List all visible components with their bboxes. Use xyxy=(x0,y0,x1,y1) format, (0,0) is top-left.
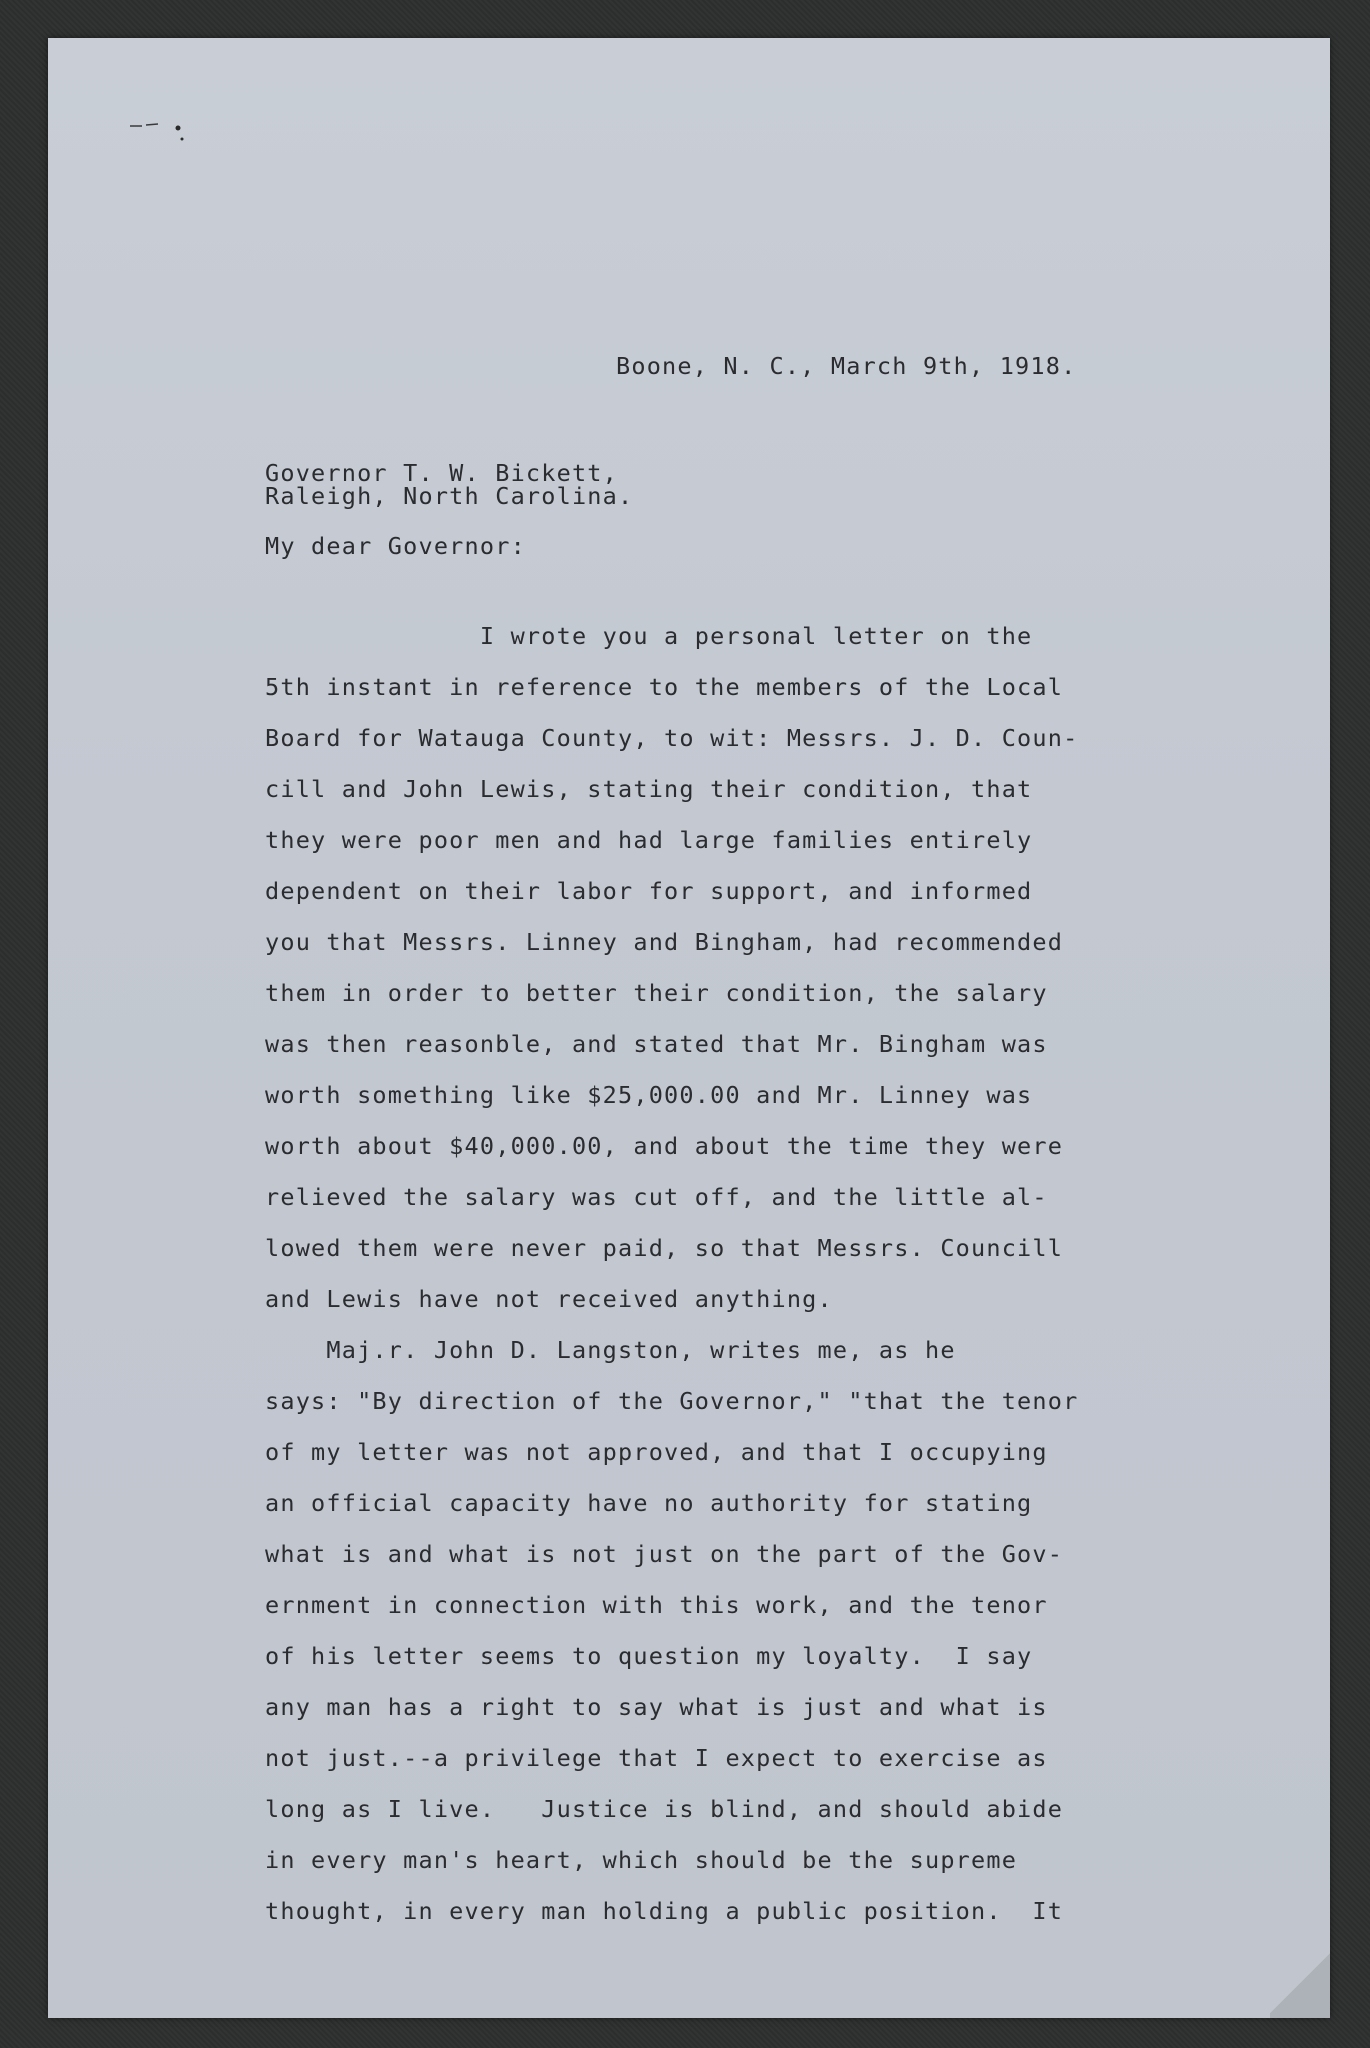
body-line: worth about $40,000.00, and about the time they were xyxy=(265,1132,1064,1160)
body-line: says: "By direction of the Governor," "that the tenor xyxy=(265,1387,1079,1415)
body-line: what is and what is not just on the part of the Gov- xyxy=(265,1540,1064,1568)
body-line: any man has a right to say what is just and what is xyxy=(265,1693,1048,1721)
letter-page xyxy=(48,38,1330,2018)
body-line: lowed them were never paid, so that Messrs. Councill xyxy=(265,1234,1064,1262)
body-line: was then reasonble, and stated that Mr. Bingham was xyxy=(265,1030,1048,1058)
body-line: relieved the salary was cut off, and the little al- xyxy=(265,1183,1048,1211)
dateline: Boone, N. C., March 9th, 1918. xyxy=(616,352,1077,380)
body-line: of my letter was not approved, and that I occupying xyxy=(265,1438,1048,1466)
body-line: ernment in connection with this work, and the tenor xyxy=(265,1591,1048,1619)
body-line: Maj.r. John D. Langston, writes me, as he xyxy=(265,1336,956,1364)
body-line: thought, in every man holding a public position. It xyxy=(265,1897,1064,1925)
body-line: and Lewis have not received anything. xyxy=(265,1285,833,1313)
body-line: in every man's heart, which should be the supreme xyxy=(265,1846,1018,1874)
ink-specks xyxy=(128,98,188,158)
recipient-location: Raleigh, North Carolina. xyxy=(265,482,634,510)
body-line: Board for Watauga County, to wit: Messrs. J. D. Coun- xyxy=(265,724,1079,752)
body-line: you that Messrs. Linney and Bingham, had recommended xyxy=(265,928,1064,956)
body-line: I wrote you a personal letter on the xyxy=(265,622,1033,650)
body-line: cill and John Lewis, stating their condition, that xyxy=(265,775,1033,803)
body-line: worth something like $25,000.00 and Mr. Linney was xyxy=(265,1081,1033,1109)
body-line: of his letter seems to question my loyalty. I say xyxy=(265,1642,1033,1670)
body-line: they were poor men and had large families entirely xyxy=(265,826,1033,854)
body-line: not just.--a privilege that I expect to exercise as xyxy=(265,1744,1048,1772)
body-line: an official capacity have no authority for stating xyxy=(265,1489,1033,1517)
body-line: long as I live. Justice is blind, and should abide xyxy=(265,1795,1064,1823)
body-line: dependent on their labor for support, and informed xyxy=(265,877,1033,905)
body-line: 5th instant in reference to the members of the Local xyxy=(265,673,1064,701)
salutation: My dear Governor: xyxy=(265,532,526,560)
body-line: them in order to better their condition, the salary xyxy=(265,979,1048,1007)
recipient-name: Governor T. W. Bickett, xyxy=(265,459,619,487)
